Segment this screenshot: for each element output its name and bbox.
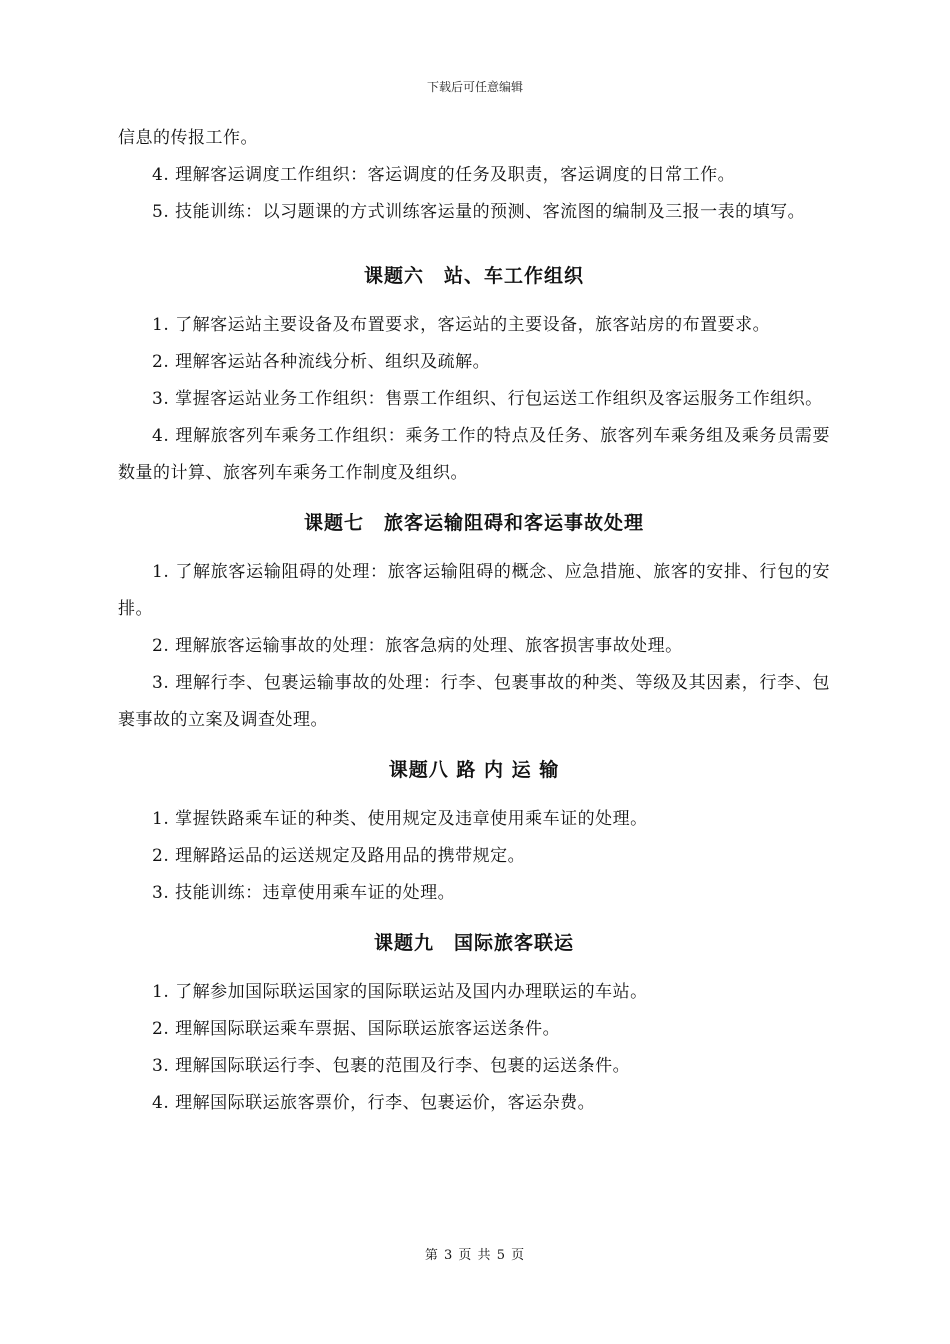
list-item: 2. 理解旅客运输事故的处理：旅客急病的处理、旅客损害事故处理。: [152, 636, 683, 656]
list-item: 3. 技能训练：违章使用乘车证的处理。: [152, 883, 456, 903]
paragraph: 4. 理解客运调度工作组织：客运调度的任务及职责，客运调度的日常工作。: [152, 165, 736, 185]
section-title: 课题七 旅客运输阻碍和客运事故处理: [303, 512, 644, 534]
list-item: 1. 了解参加国际联运国家的国际联运站及国内办理联运的车站。: [152, 982, 648, 1002]
list-item: 2. 理解路运品的运送规定及路用品的携带规定。: [152, 846, 526, 866]
list-item: 4. 理解旅客列车乘务工作组织：乘务工作的特点及任务、旅客列车乘务组及乘务员需要数量的计算、旅客列车乘务工作制度及组织。: [118, 426, 830, 483]
list-item: 3. 理解国际联运行李、包裹的范围及行李、包裹的运送条件。: [152, 1056, 631, 1076]
list-item: 4. 理解国际联运旅客票价，行李、包裹运价，客运杂费。: [152, 1093, 596, 1113]
list-item: 3. 理解行李、包裹运输事故的处理：行李、包裹事故的种类、等级及其因素，行李、包裹事故的立案及调查处理。: [118, 673, 830, 730]
list-item: 1. 掌握铁路乘车证的种类、使用规定及违章使用乘车证的处理。: [152, 809, 648, 829]
list-item: 1. 了解旅客运输阻碍的处理：旅客运输阻碍的概念、应急措施、旅客的安排、行包的安排。: [118, 562, 830, 619]
paragraph: 信息的传报工作。: [118, 128, 258, 148]
section-title: 课题八 路 内 运 输: [388, 759, 560, 781]
page-header: 下载后可任意编辑: [426, 80, 523, 94]
list-item: 2. 理解客运站各种流线分析、组织及疏解。: [152, 352, 491, 372]
document-body: [118, 120, 830, 1122]
section-title: 课题六 站、车工作组织: [363, 265, 584, 287]
list-item: 3. 掌握客运站业务工作组织：售票工作组织、行包运送工作组织及客运服务工作组织。: [152, 389, 823, 409]
page-number-footer: 第 3 页 共 5 页: [424, 1248, 526, 1263]
list-item: 1. 了解客运站主要设备及布置要求，客运站的主要设备，旅客站房的布置要求。: [152, 315, 771, 335]
section-title: 课题九 国际旅客联运: [373, 932, 574, 954]
list-item: 2. 理解国际联运乘车票据、国际联运旅客运送条件。: [152, 1019, 561, 1039]
paragraph: 5. 技能训练：以习题课的方式训练客运量的预测、客流图的编制及三报一表的填写。: [152, 202, 806, 222]
